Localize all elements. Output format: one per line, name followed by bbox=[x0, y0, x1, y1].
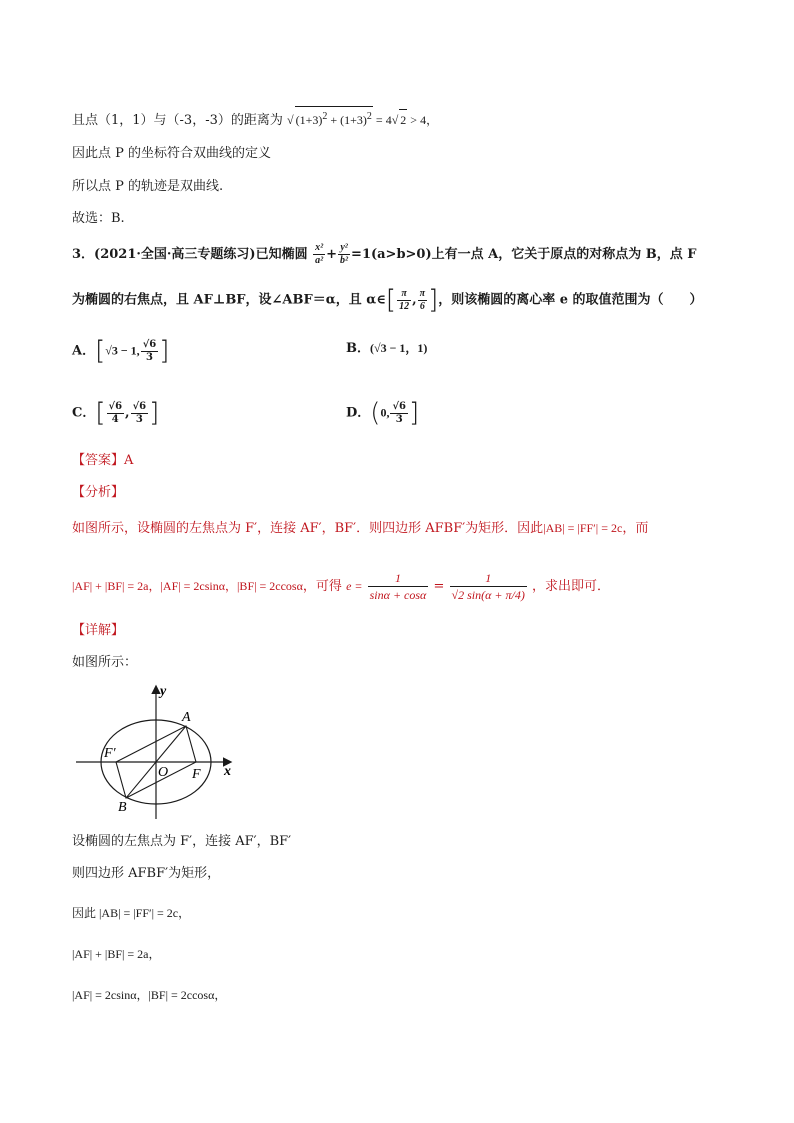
label-a: A bbox=[182, 710, 191, 725]
question-3-stem-line-1: 3．(2021·全国·高三专题练习)已知椭圆 $\frac{\text{x²}}{\text{a²}}$ + $\frac{\text{y²}}{\text{b²}}$ =1(a>b>0)上有一点 A，它关于原点的对称点为 B，点 F bbox=[72, 242, 697, 266]
label-y: y bbox=[160, 684, 167, 699]
conclusion-line-2: 所以点 P 的轨迹是双曲线. bbox=[72, 179, 224, 194]
option-c: C．[ $\frac{√6}{4}$ , $\frac{√6}{3}$ ] bbox=[72, 398, 160, 428]
detail-line-5: |AF| + |BF| = 2a， bbox=[72, 947, 161, 961]
detail-label: 【详解】 bbox=[72, 623, 125, 638]
detail-line-2: 设椭圆的左焦点为 F′，连接 AF′，BF′ bbox=[72, 834, 292, 849]
label-f: F bbox=[192, 767, 201, 782]
choice-line: 故选：B. bbox=[72, 211, 125, 226]
eccentricity-fraction-2: $\frac{1}{√2 \sin(\alpha + \pi/4)}$ bbox=[451, 571, 525, 602]
label-x: x bbox=[224, 764, 231, 779]
analysis-paragraph-1: 如图所示，设椭圆的左焦点为 F′，连接 AF′，BF′．则四边形 AFBF′为矩形．因此|AB| = |FF′| = 2c，而 bbox=[72, 521, 649, 536]
ellipse-y-term: $\frac{\text{y²}}{\text{b²}}$ bbox=[340, 242, 349, 266]
question-3-stem-line-2: 为椭圆的右焦点，且 AF⊥BF，设∠ABF＝α，且 α∈[ $\frac{\pi}{12}$ , $\frac{\pi}{6}$ ]，则该椭圆的离心率 e 的取值范围为（ ） bbox=[72, 285, 703, 315]
label-b: B bbox=[118, 800, 127, 815]
distance-line bbox=[72, 106, 438, 131]
analysis-paragraph-2: |AF| + |BF| = 2a，|AF| = 2csinα，|BF| = 2ccosα，可得 e = $\frac{1}{\sin\alpha + \cos\alpha}$ = $\frac{1}{√2 \sin(\alpha + \pi/4)}$ ，求出即可． bbox=[72, 571, 611, 602]
conclusion-line-1: 因此点 P 的坐标符合双曲线的定义 bbox=[72, 146, 272, 161]
distance-prefix: 且点（1，1）与（-3，-3）的距离为 bbox=[72, 113, 283, 128]
ellipse-figure bbox=[70, 683, 250, 823]
distance-formula: √ $(1+3)^2 + (1+3)^2 = 4√$ 2 > 4， bbox=[287, 113, 438, 127]
question-source: (2021·全国·高三专题练习) bbox=[94, 247, 256, 262]
label-o: O bbox=[158, 765, 169, 780]
pi-over-12: $\frac{\pi}{12}$ bbox=[399, 287, 410, 312]
detail-line-1: 如图所示： bbox=[72, 655, 138, 670]
question-number: 3． bbox=[72, 247, 95, 262]
label-f-prime: F′ bbox=[104, 746, 116, 761]
option-d: D．(0, $\frac{√6}{3}$ ] bbox=[346, 398, 420, 428]
pi-over-6: $\frac{\pi}{6}$ bbox=[419, 287, 426, 312]
answer-label: 【答案】A bbox=[72, 453, 134, 468]
option-a: A．[√3 − 1, $\frac{√6}{3}$ ] bbox=[72, 336, 170, 366]
analysis-label: 【分析】 bbox=[72, 485, 125, 500]
detail-line-6: |AF| = 2csinα，|BF| = 2ccosα， bbox=[72, 988, 227, 1002]
detail-line-3: 则四边形 AFBF′为矩形， bbox=[72, 866, 221, 881]
ellipse-x-term: $\frac{\text{x²}}{\text{a²}}$ bbox=[315, 242, 324, 266]
option-b: B．(√3 − 1，1) bbox=[346, 341, 428, 356]
eccentricity-fraction-1: $\frac{1}{\sin\alpha + \cos\alpha}$ bbox=[369, 571, 427, 602]
detail-line-4: 因此 |AB| = |FF′| = 2c， bbox=[72, 906, 191, 920]
